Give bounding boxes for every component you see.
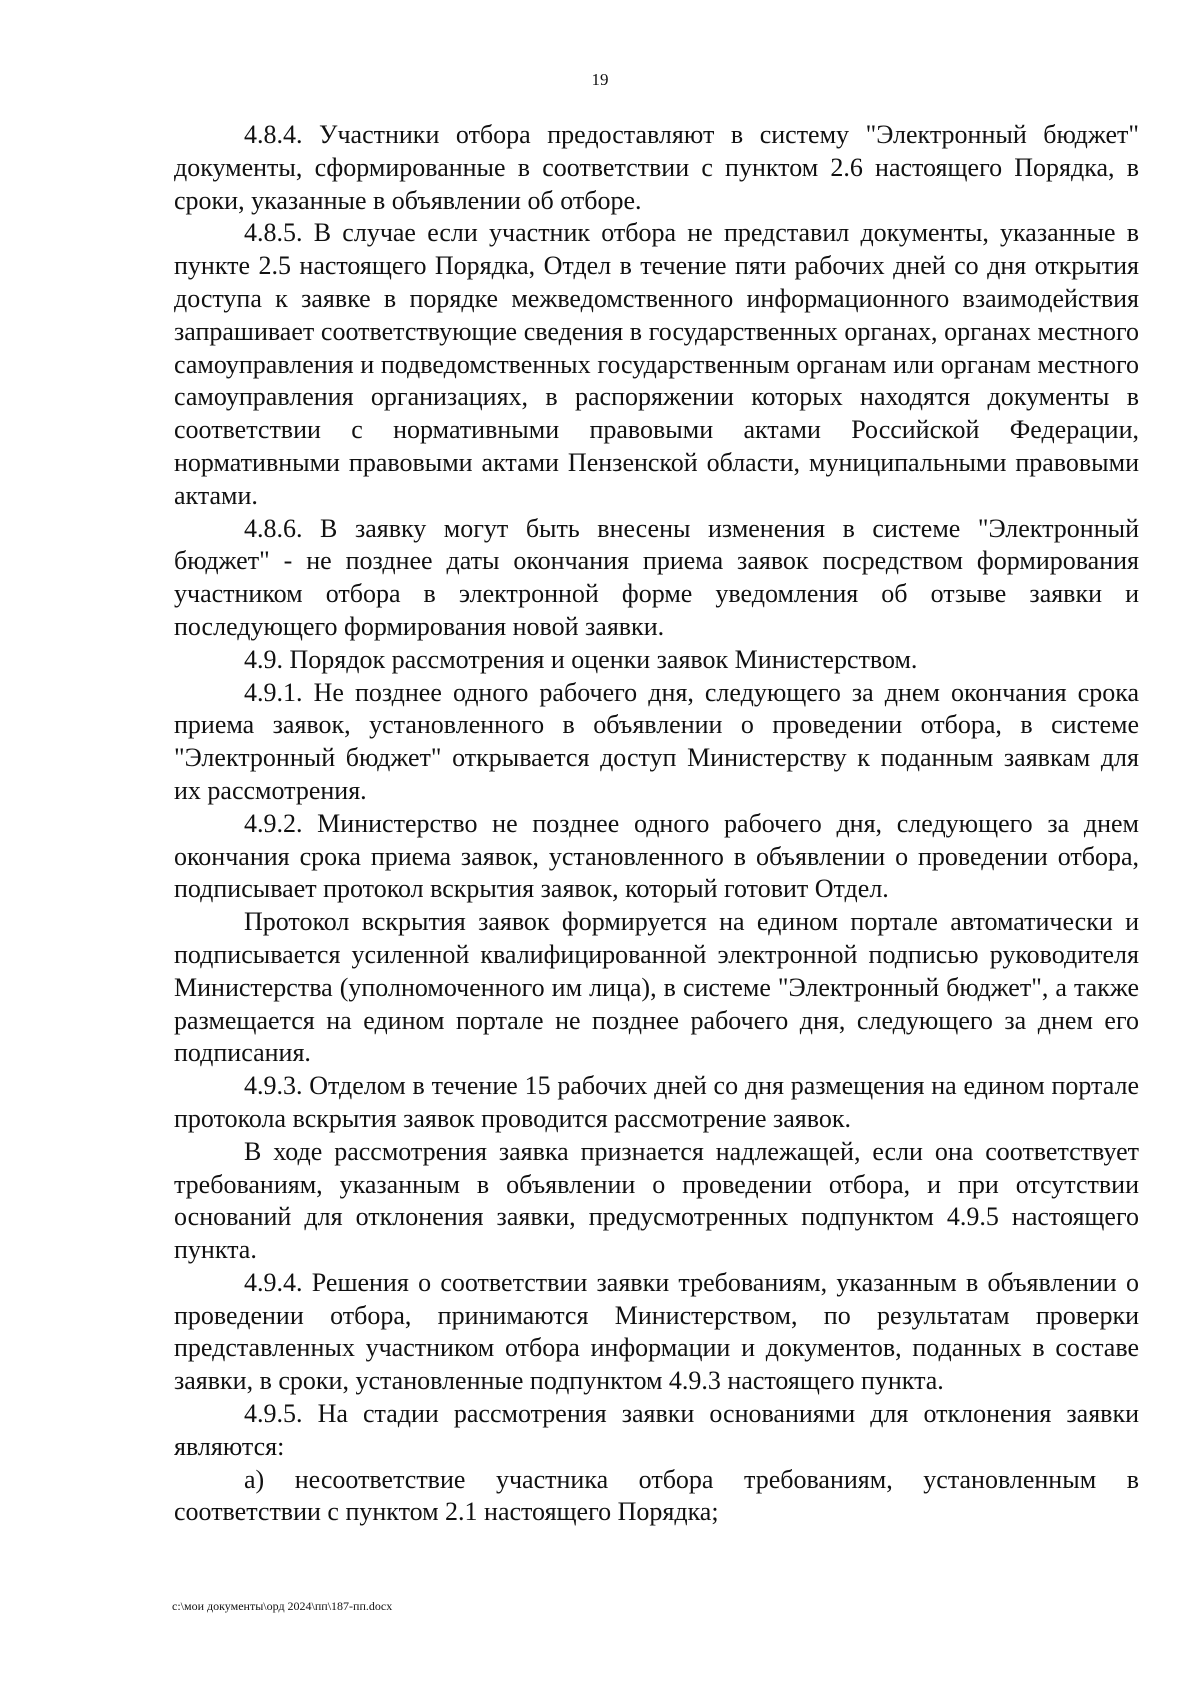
paragraph-review: В ходе рассмотрения заявка признается надлежащей, если она соответствует требованиям, указанным в объявлении о проведении отбора, и при отсутствии оснований для отклонения заявки, предусмотренных подпунктом 4.9.5 настоящего пункта. <box>174 1136 1139 1265</box>
page-number: 19 <box>591 70 609 89</box>
paragraph-4-9-5: 4.9.5. На стадии рассмотрения заявки основаниями для отклонения заявки являются: <box>174 1399 1139 1461</box>
paragraph-4-8-5: 4.8.5. В случае если участник отбора не представил документы, указанные в пункте 2.5 настоящего Порядка, Отдел в течение пяти рабочих дней со дня открытия доступа к заявке в порядке межведомственного информационного взаимодействия запрашивает соответствующие сведения в государственных органах, органах местного самоуправления и подведомственных государственным органам или органам местного самоуправления организациях, в распоряжении которых находятся документы в соответствии с нормативными правовыми актами Российской Федерации, нормативными правовыми актами Пензенской области, муниципальными правовыми актами. <box>174 218 1139 510</box>
paragraph-4-9-3: 4.9.3. Отделом в течение 15 рабочих дней со дня размещения на едином портале протокола вскрытия заявок проводится рассмотрение заявок. <box>174 1071 1139 1133</box>
document-body <box>174 119 1139 1529</box>
paragraph-4-9: 4.9. Порядок рассмотрения и оценки заявок Министерством. <box>244 644 918 674</box>
paragraph-4-8-6: 4.8.6. В заявку могут быть внесены изменения в системе "Электронный бюджет" - не позднее даты окончания приема заявок посредством формирования участником отбора в электронной форме уведомления об отзыве заявки и последующего формирования новой заявки. <box>174 513 1139 641</box>
paragraph-protocol: Протокол вскрытия заявок формируется на едином портале автоматически и подписывается усиленной квалифицированной электронной подписью руководителя Министерства (уполномоченного им лица), в системе "Электронный бюджет", а также размещается на едином портале не позднее рабочего дня, следующего за днем его подписания. <box>174 907 1139 1068</box>
paragraph-4-9-2: 4.9.2. Министерство не позднее одного рабочего дня, следующего за днем окончания срока приема заявок, установленного в объявлении о проведении отбора, подписывает протокол вскрытия заявок, который готовит Отдел. <box>174 808 1139 904</box>
paragraph-item-a: а) несоответствие участника отбора требованиям, установленным в соответствии с пунктом 2.1 настоящего Порядка; <box>174 1464 1139 1527</box>
paragraph-4-9-4: 4.9.4. Решения о соответствии заявки требованиям, указанным в объявлении о проведении отбора, принимаются Министерством, по результатам проверки представленных участником отбора информации и документов, поданных в составе заявки, в сроки, установленные подпунктом 4.9.3 настоящего пункта. <box>174 1267 1139 1396</box>
footer-file-path: c:\мои документы\орд 2024\пп\187-пп.docx <box>172 1599 393 1613</box>
paragraph-4-8-4: 4.8.4. Участники отбора предоставляют в систему "Электронный бюджет" документы, сформированные в соответствии с пунктом 2.6 настоящего Порядка, в сроки, указанные в объявлении об отборе. <box>174 120 1139 215</box>
paragraph-4-9-1: 4.9.1. Не позднее одного рабочего дня, следующего за днем окончания срока приема заявок, установленного в объявлении о проведении отбора, в системе "Электронный бюджет" открывается доступ Министерству к поданным заявкам для их рассмотрения. <box>174 677 1139 805</box>
